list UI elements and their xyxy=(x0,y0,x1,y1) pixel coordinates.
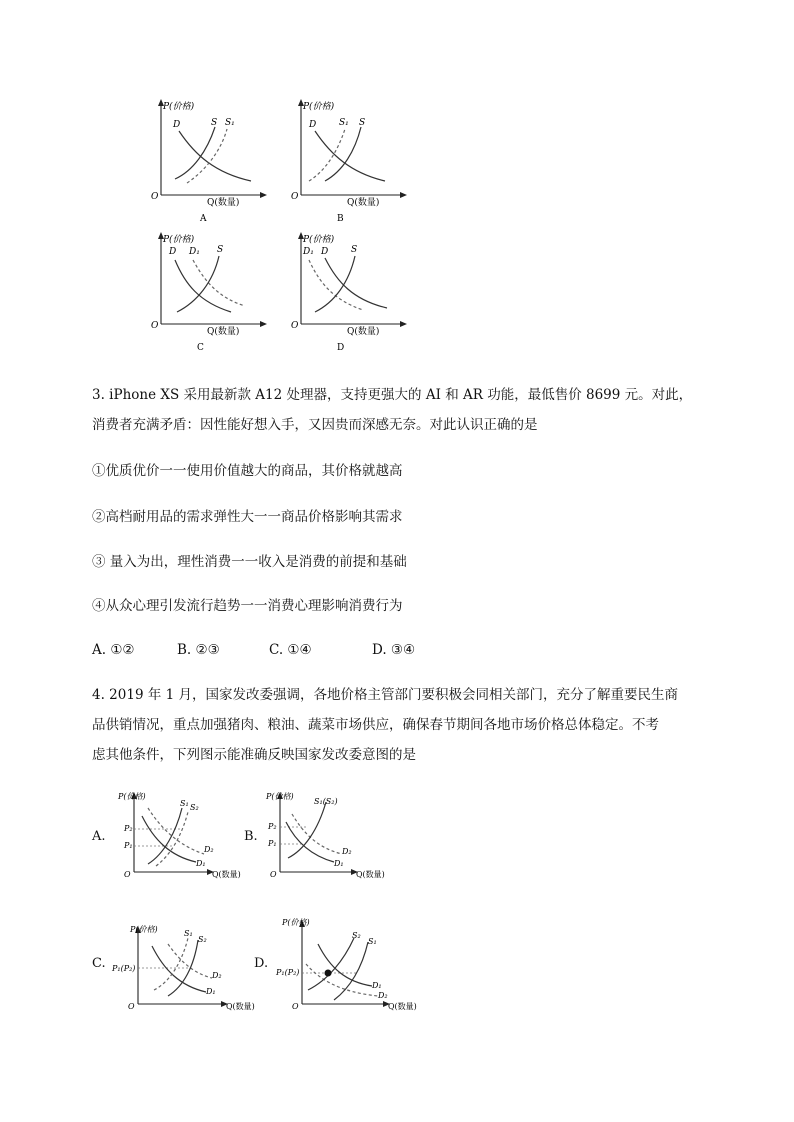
svg-text:D₁: D₁ xyxy=(372,981,382,990)
svg-text:O: O xyxy=(291,192,299,202)
svg-text:S₁: S₁ xyxy=(368,937,377,946)
svg-text:P₁(P₂): P₁(P₂) xyxy=(276,968,300,977)
svg-text:D₂: D₂ xyxy=(378,991,388,1000)
svg-text:O: O xyxy=(151,321,159,331)
svg-text:D₂: D₂ xyxy=(342,847,352,856)
svg-text:P(价格): P(价格) xyxy=(163,102,195,112)
svg-text:S₁: S₁ xyxy=(180,799,189,808)
svg-text:O: O xyxy=(292,1002,299,1011)
svg-text:P(价格): P(价格) xyxy=(303,235,335,245)
demand-curve-d1 xyxy=(309,260,363,310)
svg-text:S₁: S₁ xyxy=(184,929,193,938)
svg-text:D: D xyxy=(173,120,181,130)
supply-curve-s1 xyxy=(148,808,182,864)
q3-statement-4: ④从众心理引发流行趋势一一消费心理影响消费行为 xyxy=(92,598,403,614)
demand-curve-d xyxy=(325,258,387,308)
svg-text:P(价格): P(价格) xyxy=(266,792,294,801)
q2-graph-a xyxy=(145,95,270,225)
demand-curve-d2 xyxy=(306,964,378,996)
supply-curve-s1 xyxy=(334,942,368,1000)
q3-statement-3: ③ 量入为出，理性消费一一收入是消费的前提和基础 xyxy=(92,554,407,570)
q4-graph-b xyxy=(262,786,397,886)
demand-curve-d2 xyxy=(168,944,212,978)
svg-text:D: D xyxy=(321,247,329,257)
supply-curve-s xyxy=(177,256,219,312)
svg-text:Q(数量): Q(数量) xyxy=(226,1002,255,1011)
svg-text:S₂: S₂ xyxy=(190,803,199,812)
svg-text:P(价格): P(价格) xyxy=(118,792,146,801)
svg-text:Q(数量): Q(数量) xyxy=(388,1002,417,1011)
svg-text:S₁: S₁ xyxy=(225,118,235,128)
svg-text:P(价格): P(价格) xyxy=(303,102,335,112)
svg-text:P(价格): P(价格) xyxy=(130,925,158,934)
q3-stem-line-2: 消费者充满矛盾：因性能好想入手，又因贵而深感无奈。对此认识正确的是 xyxy=(92,417,538,433)
svg-text:P(价格): P(价格) xyxy=(282,918,310,927)
svg-text:S₂: S₂ xyxy=(352,931,361,940)
svg-text:S₁(S₂): S₁(S₂) xyxy=(314,797,338,806)
svg-text:S: S xyxy=(211,118,218,128)
q4-stem-line-3: 虑其他条件，下列图示能准确反映国家发改委意图的是 xyxy=(92,747,416,763)
q4-option-a-label: A. xyxy=(92,829,106,844)
q4-option-b-label: B. xyxy=(244,829,258,844)
svg-text:D: D xyxy=(309,120,317,130)
svg-text:Q(数量): Q(数量) xyxy=(207,198,240,208)
demand-curve-d xyxy=(175,260,231,312)
q4-stem-line-1: 4. 2019 年 1 月，国家发改委强调，各地价格主管部门要积极会同相关部门，充分了解重要民生商 xyxy=(92,687,678,703)
q2-graph-d xyxy=(285,228,410,358)
svg-text:D: D xyxy=(337,343,345,353)
demand-curve-d1 xyxy=(152,946,206,992)
svg-text:P(价格): P(价格) xyxy=(163,235,195,245)
svg-text:O: O xyxy=(124,870,131,879)
svg-text:P₁: P₁ xyxy=(268,839,277,848)
q4-graph-c xyxy=(112,916,277,1016)
supply-curve-s xyxy=(325,127,361,181)
svg-text:S: S xyxy=(351,245,358,255)
demand-curve-d1 xyxy=(142,816,196,862)
svg-text:Q(数量): Q(数量) xyxy=(212,870,241,879)
svg-text:D₂: D₂ xyxy=(212,971,222,980)
q4-option-d-label: D. xyxy=(254,956,269,971)
svg-text:D₁: D₁ xyxy=(196,859,206,868)
svg-text:Q(数量): Q(数量) xyxy=(347,198,380,208)
q4-option-c-label: C. xyxy=(92,956,106,971)
svg-text:O: O xyxy=(270,870,277,879)
svg-text:D₁: D₁ xyxy=(189,247,200,257)
svg-text:O: O xyxy=(151,192,159,202)
q3-stem-line-1: 3. iPhone XS 采用最新款 A12 处理器，支持更强大的 AI 和 AR 功能，最低售价 8699 元。对此， xyxy=(92,387,693,403)
svg-text:S: S xyxy=(359,118,366,128)
q3-option-b: B. ②③ xyxy=(177,642,220,658)
svg-text:O: O xyxy=(128,1002,135,1011)
svg-text:P₁: P₁ xyxy=(124,841,133,850)
svg-text:Q(数量): Q(数量) xyxy=(347,327,380,337)
svg-text:A: A xyxy=(200,214,207,224)
supply-curve-s1-s2 xyxy=(288,802,326,858)
svg-text:D₁: D₁ xyxy=(334,859,344,868)
svg-text:P₂: P₂ xyxy=(124,824,133,833)
demand-curve-d1 xyxy=(318,944,372,986)
q4-graph-a xyxy=(112,786,247,886)
svg-text:P₂: P₂ xyxy=(268,822,277,831)
q3-option-a: A. ①② xyxy=(92,642,135,658)
svg-text:S: S xyxy=(217,245,224,255)
q4-graph-d xyxy=(274,912,424,1016)
svg-text:Q(数量): Q(数量) xyxy=(207,327,240,337)
demand-curve-d1 xyxy=(286,822,334,862)
q3-option-c: C. ①④ xyxy=(269,642,312,658)
demand-curve-d xyxy=(179,131,251,181)
q3-statement-1: ①优质优价一一使用价值越大的商品，其价格就越高 xyxy=(92,463,403,479)
demand-curve-d2 xyxy=(292,814,342,854)
supply-curve-s1 xyxy=(187,129,227,183)
supply-curve-s1 xyxy=(309,129,345,181)
svg-text:O: O xyxy=(291,321,299,331)
q2-graph-b xyxy=(285,95,410,225)
demand-curve-d2 xyxy=(148,808,204,854)
q3-option-d: D. ③④ xyxy=(372,642,416,658)
svg-text:D: D xyxy=(169,247,177,257)
svg-text:P₁(P₂): P₁(P₂) xyxy=(112,964,136,973)
svg-text:C: C xyxy=(197,343,204,353)
svg-text:D₁: D₁ xyxy=(206,987,216,996)
svg-text:S₁: S₁ xyxy=(339,118,349,128)
q4-stem-line-2: 品供销情况，重点加强猪肉、粮油、蔬菜市场供应，确保春节期间各地市场价格总体稳定。不考 xyxy=(92,717,659,733)
q2-graph-c xyxy=(145,228,270,358)
svg-text:D₁: D₁ xyxy=(303,247,314,257)
q3-statement-2: ②高档耐用品的需求弹性大一一商品价格影响其需求 xyxy=(92,509,403,525)
svg-text:S₂: S₂ xyxy=(198,935,207,944)
svg-text:Q(数量): Q(数量) xyxy=(356,870,385,879)
demand-curve-d1 xyxy=(193,260,245,306)
svg-text:D₂: D₂ xyxy=(204,845,214,854)
equilibrium-point xyxy=(325,970,332,977)
svg-text:B: B xyxy=(337,214,344,224)
